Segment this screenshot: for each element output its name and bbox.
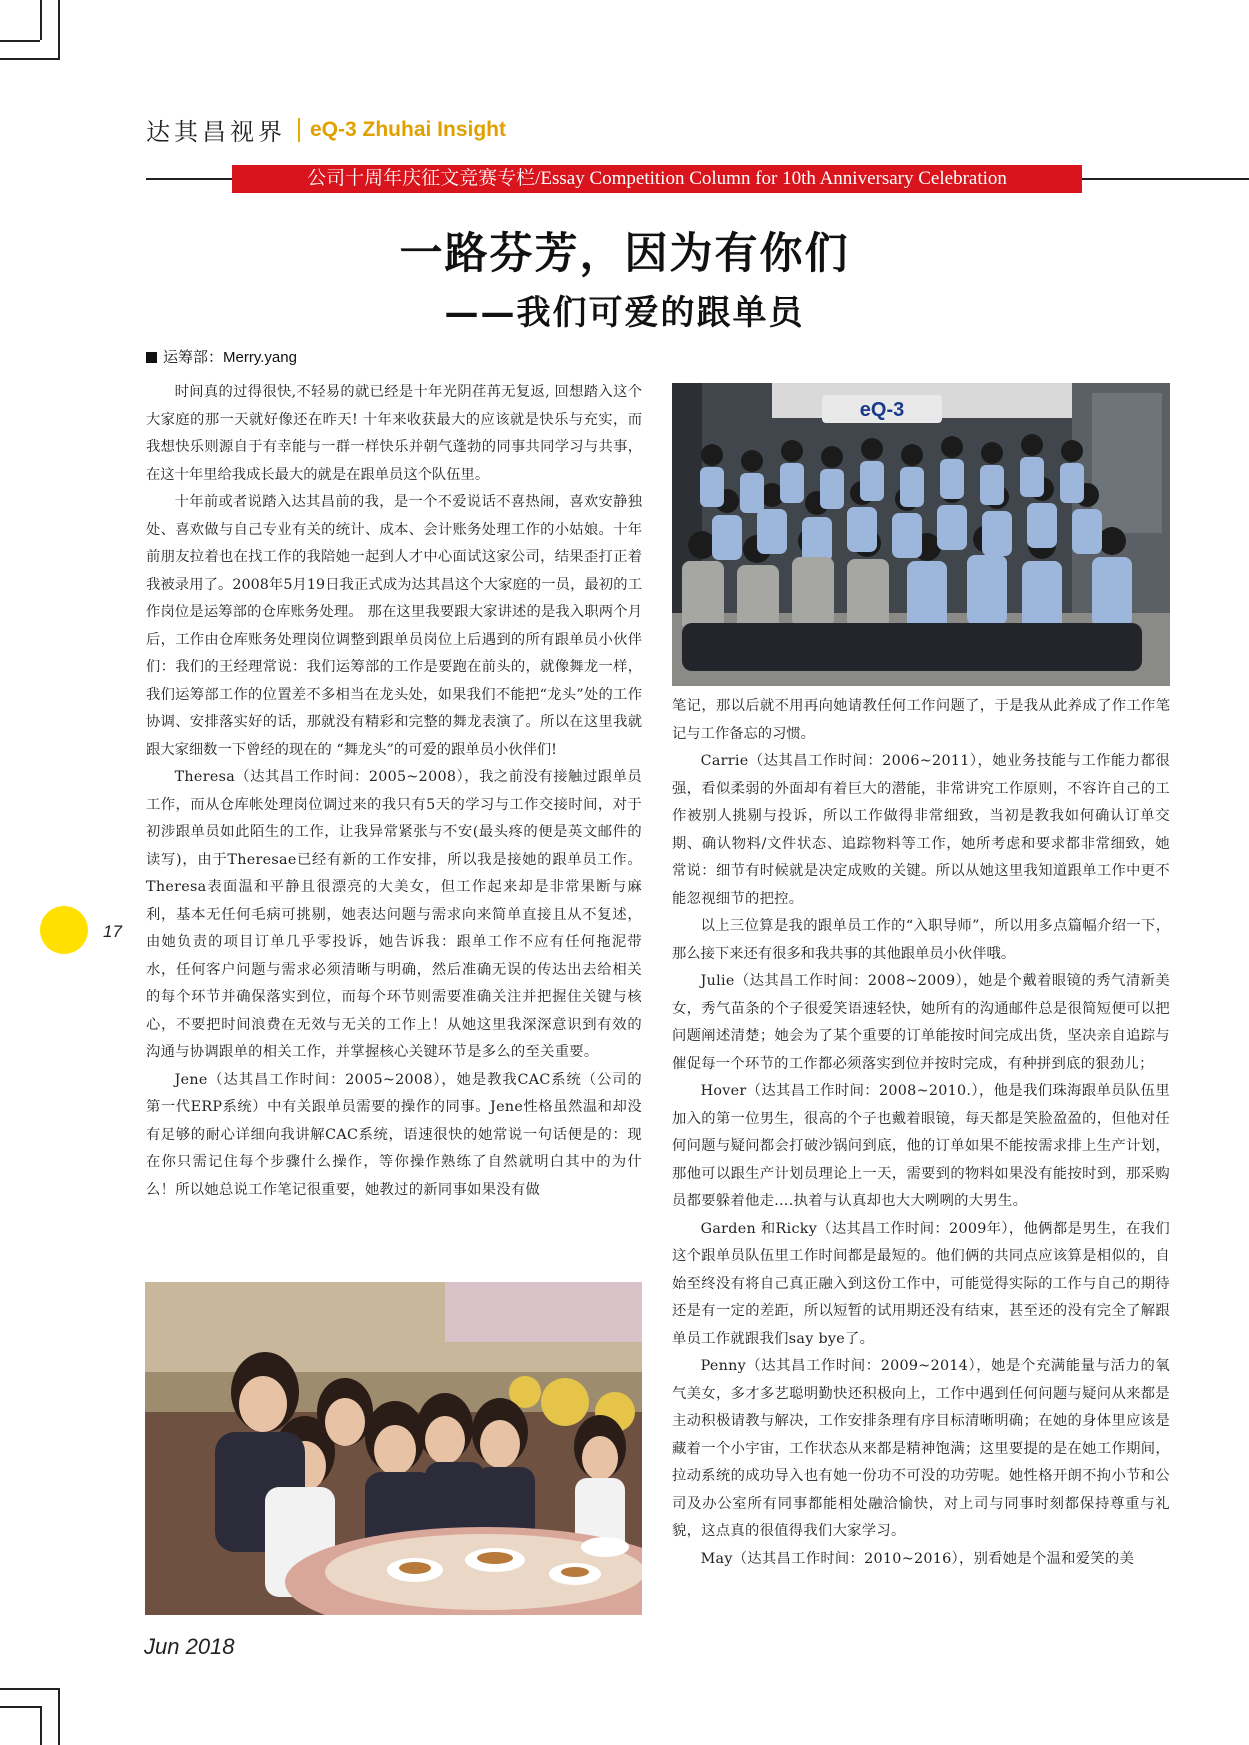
paragraph: 时间真的过得很快,不轻易的就已经是十年光阴荏苒无复返, 回想踏入这个大家庭的那一天就好像还在昨天! 十年来收获最大的应该就是快乐与充实，而我想快乐则源自于有幸能与一群一样快乐并朝气蓬勃的同事共同学习与共事，在这十年里给我成长最大的就是在跟单员这个队伍里。 [146, 384, 642, 483]
paragraph: Jene（达其昌工作时间：2005~2008），她是教我CAC系统（公司的第一代ERP系统）中有关跟单员需要的操作的同事。Jene性格虽然温和却没有足够的耐心详细向我讲解CAC系统，语速很快的她常说一句话便是的：现在你只需记住每个步骤什么操作，等你操作熟练了自然就明白其中的为什么！所以她总说工作笔记很重要，她教过的新同事如果没有做 [146, 1071, 642, 1198]
crop-mark [0, 40, 40, 42]
crop-mark [0, 1706, 40, 1708]
paragraph: Theresa（达其昌工作时间：2005~2008），我之前没有接触过跟单员工作，而从仓库帐处理岗位调过来的我只有5天的学习与工作交接时间，对于初涉跟单员如此陌生的工作，让我异常紧张与不安(最头疼的便是英文邮件的读写)，由于Theresae已经有新的工作安排，所以我是接她的跟单员工作。Theresa表面温和平静且很漂亮的大美女，但工作起来却是非常果断与麻利，基本无任何毛病可挑剔，她表达问题与需求向来简单直接且从不复述，由她负责的项目订单几乎零投诉，她告诉我：跟单工作不应有任何拖泥带水，任何客户问题与需求必须清晰与明确，然后准确无误的传达出去给相关的每个环节并确保落实到位，而每个环节则需要准确关注并把握住关键与核心，不要把时间浪费在无效与无关的工作上！从她这里我深深意识到有效的沟通与协调跟单的相关工作，并掌握核心关键环节是多么的至关重要。 [146, 769, 642, 1060]
paragraph: Garden 和Ricky（达其昌工作时间：2009年），他俩都是男生，在我们这个跟单员队伍里工作时间都是最短的。他们俩的共同点应该算是相似的，自始至终没有将自己真正融入到这份工作中，可能觉得实际的工作与自己的期待还是有一定的差距，所以短暂的试用期还没有结束，甚至还的没有完全了解跟单员工作就跟我们say bye了。 [672, 1220, 1170, 1347]
paragraph: 笔记，那以后就不用再向她请教任何工作问题了，于是我从此养成了作工作笔记与工作备忘的习惯。 [672, 698, 1170, 742]
author-byline [146, 346, 297, 367]
header-separator [298, 118, 300, 142]
crop-mark [40, 1706, 42, 1745]
article-title: 一路芬芳，因为有你们 [399, 229, 850, 279]
crop-mark [58, 1688, 60, 1745]
crop-mark [58, 0, 60, 60]
dinner-photo [145, 1282, 642, 1615]
crop-mark [40, 0, 42, 40]
left-column-text [146, 379, 642, 1204]
group-photo-illustration [672, 383, 1170, 686]
header-cn: 达其昌视界 [146, 118, 286, 146]
crop-mark [0, 1688, 60, 1690]
paragraph: 以上三位算是我的跟单员工作的“入职导师”，所以用多点篇幅介绍一下，那么接下来还有很多和我共事的其他跟单员小伙伴哦。 [672, 918, 1170, 962]
page-number: 17 [103, 922, 122, 941]
column-banner: 公司十周年庆征文竞赛专栏/Essay Competition Column for 10th Anniversary Celebration [232, 165, 1082, 193]
eq3-sign-text: eQ-3 [859, 399, 905, 421]
banner-rule-right [1078, 178, 1249, 180]
magazine-header [146, 112, 506, 147]
square-bullet-icon [146, 352, 157, 363]
dinner-photo-illustration [145, 1282, 642, 1615]
paragraph: Hover（达其昌工作时间：2008~2010.），他是我们珠海跟单员队伍里加入的第一位男生，很高的个子也戴着眼镜，每天都是笑脸盈盈的，但他对任何问题与疑问都会打破沙锅问到底，他的订单如果不能按需求排上生产计划，那他可以跟生产计划员理论上一天，需要到的物料如果没有能按时到，那采购员都要躲着他走….执着与认真却也大大咧咧的大男生。 [672, 1083, 1170, 1209]
page-marker-dot [40, 906, 88, 954]
author-name: 运筹部：Merry.yang [163, 349, 297, 366]
banner-rule-left [146, 178, 236, 180]
paragraph: Penny（达其昌工作时间：2009~2014），她是个充满能量与活力的氧气美女，多才多艺聪明勤快还积极向上，工作中遇到任何问题与疑问从来都是主动积极请教与解决，工作安排条理有序目标清晰明确；在她的身体里应该是藏着一个小宇宙，工作状态从来都是精神饱满；这里要提的是在她工作期间，拉动系统的成功导入也有她一份功不可没的功劳呢。她性格开朗不拘小节和公司及办公室所有同事都能相处融洽愉快，对上司与同事时刻都保持尊重与礼貌，这点真的很值得我们大家学习。 [672, 1358, 1170, 1539]
right-column-text [672, 693, 1170, 1573]
article-subtitle: ——我们可爱的跟单员 [444, 293, 805, 333]
paragraph: Julie（达其昌工作时间：2008~2009），她是个戴着眼镜的秀气清新美女，秀气苗条的个子很爱笑语速轻快，她所有的沟通邮件总是很简短便可以把问题阐述清楚；她会为了某个重要的订单能按时间完成出货，坚决亲自追踪与催促每一个环节的工作都必须落实到位并按时完成，有种拼到底的狠劲儿； [672, 973, 1170, 1072]
paragraph: Carrie（达其昌工作时间：2006~2011），她业务技能与工作能力都很强，看似柔弱的外面却有着巨大的潜能，非常讲究工作原则，不容许自己的工作被别人挑剔与投诉，所以工作做得非常细致，当初是教我如何确认订单交期、确认物料/文件状态、追踪物料等工作，她所考虑和要求都非常细致，她常说：细节有时候就是决定成败的关键。所以从她这里我知道跟单工作中更不能忽视细节的把控。 [672, 753, 1170, 907]
header-en: eQ-3 Zhuhai Insight [310, 117, 507, 141]
paragraph: 十年前或者说踏入达其昌前的我，是一个不爱说话不喜热闹，喜欢安静独处、喜欢做与自己专业有关的统计、成本、会计账务处理工作的小姑娘。十年前朋友拉着也在找工作的我陪她一起到人才中心面试这家公司，结果歪打正着我被录用了。2008年5月19日我正式成为达其昌这个大家庭的一员，最初的工作岗位是运筹部的仓库账务处理。 那在这里我要跟大家讲述的是我入职两个月后，工作由仓库账务处理岗位调整到跟单员岗位上后遇到的所有跟单员小伙伴们：我们的王经理常说：我们运筹部的工作是要跑在前头的，就像舞龙一样，我们运筹部工作的位置差不多相当在龙头处，如果我们不能把“龙头”处的工作协调、安排落实好的话，那就没有精彩和完整的舞龙表演了。所以在这里我就跟大家细数一下曾经的现在的 “舞龙头”的可爱的跟单员小伙伴们! [146, 494, 642, 758]
issue-date: Jun 2018 [144, 1634, 235, 1659]
crop-mark [0, 58, 60, 60]
group-photo [672, 383, 1170, 686]
paragraph: May（达其昌工作时间：2010~2016），别看她是个温和爱笑的美 [700, 1550, 1135, 1567]
